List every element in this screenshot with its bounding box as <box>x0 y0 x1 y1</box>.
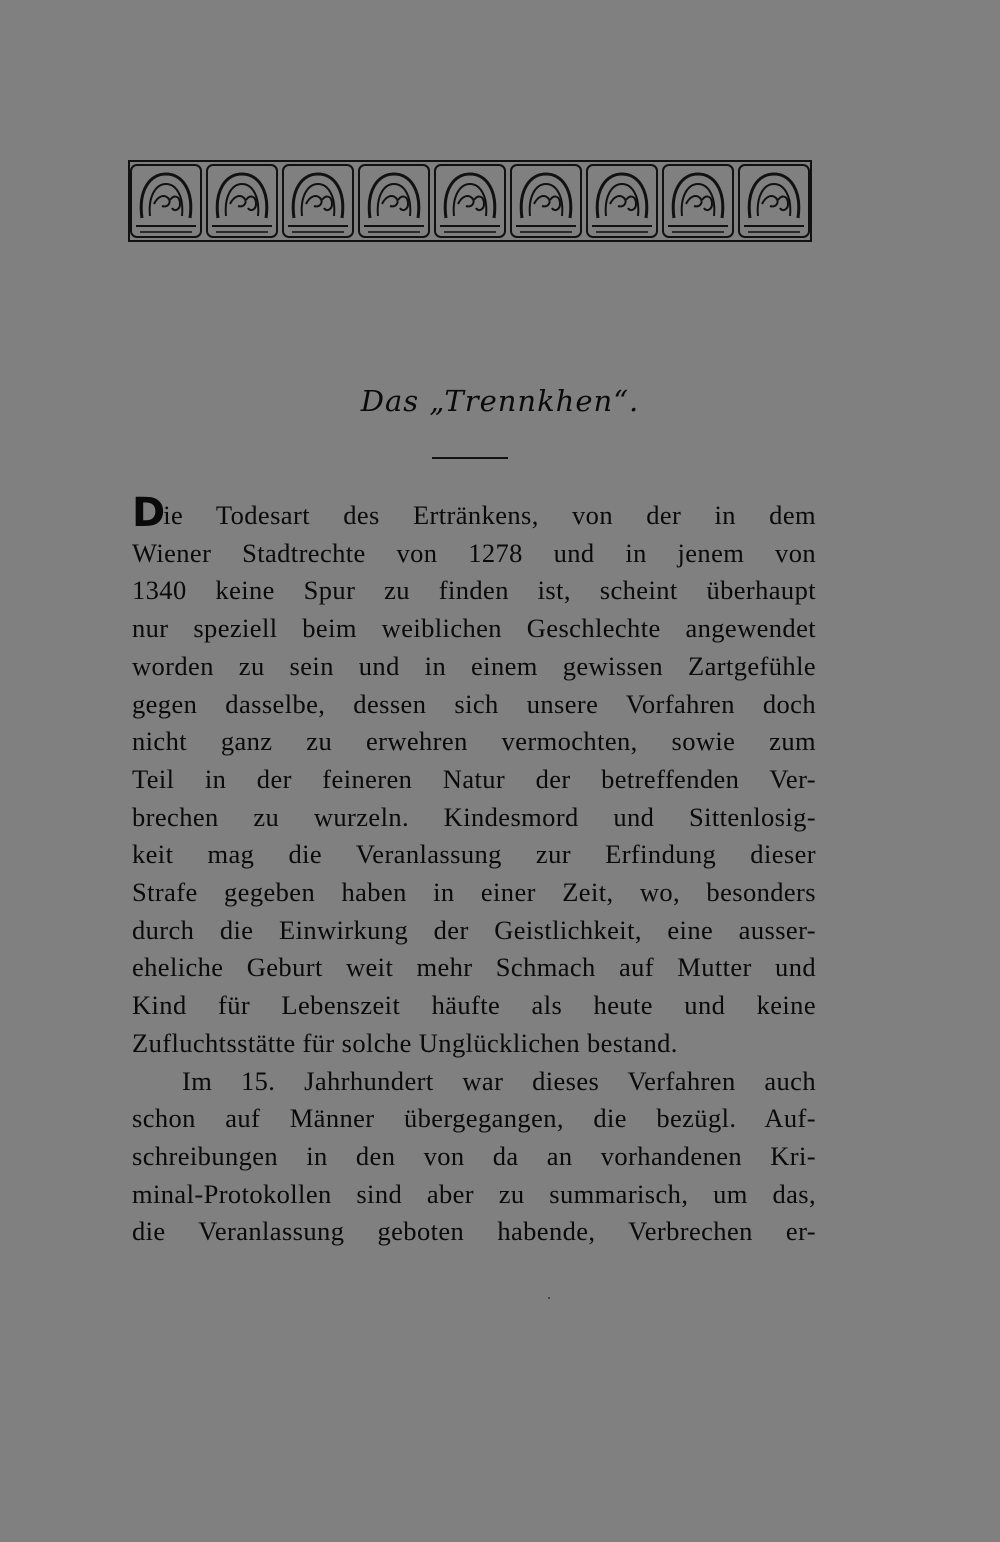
ornament-motif <box>739 165 809 237</box>
text-line: minal-Protokollen sind aber zu summarisch, um das, <box>132 1178 816 1209</box>
heading-divider <box>432 457 508 459</box>
text-line: nicht ganz zu erwehren vermochten, sowie zum <box>132 726 816 757</box>
text-line: Kind für Lebenszeit häufte als heute und keine <box>132 990 816 1021</box>
ornament-motif <box>587 165 657 237</box>
ornament-motif <box>435 165 505 237</box>
text-line: keit mag die Veranlassung zur Erfindung dieser <box>132 839 816 870</box>
text-line: schon auf Männer übergegangen, die bezügl. Auf- <box>132 1103 816 1134</box>
ornament-motif <box>207 165 277 237</box>
text-line: Teil in der feineren Natur der betreffenden Ver- <box>132 763 816 794</box>
ornament-motif <box>511 165 581 237</box>
text-line: Zufluchtsstätte für solche Unglücklichen bestand. <box>132 1027 678 1058</box>
ornament-motif <box>359 165 429 237</box>
drop-cap: D <box>132 490 164 536</box>
text-line: gegen dasselbe, dessen sich unsere Vorfahren doch <box>132 688 816 719</box>
text-line: schreibungen in den von da an vorhandenen Kri- <box>132 1140 816 1171</box>
text-line: Im 15. Jahrhundert war dieses Verfahren auch <box>182 1065 816 1096</box>
text-line: nur speziell beim weiblichen Geschlechte angewendet <box>132 613 816 644</box>
text-line: die Veranlassung geboten habende, Verbrechen er- <box>132 1216 816 1247</box>
text-line: worden zu sein und in einem gewissen Zartgefühle <box>132 650 816 681</box>
text-line: Wiener Stadtrechte von 1278 und in jenem von <box>132 537 816 568</box>
paper-speck <box>548 1297 550 1299</box>
text-line: eheliche Geburt weit mehr Schmach auf Mutter und <box>132 952 816 983</box>
ornament-motif <box>283 165 353 237</box>
ornament-motif <box>663 165 733 237</box>
text-line: durch die Einwirkung der Geistlichkeit, eine ausser- <box>132 914 816 945</box>
paragraph-1 <box>132 490 816 1063</box>
ornament-motif <box>131 165 201 237</box>
text-line: Strafe gegeben haben in einer Zeit, wo, besonders <box>132 877 816 908</box>
paragraph-2 <box>132 1063 816 1252</box>
ornamental-header-band <box>128 160 812 242</box>
text-line: Die Todesart des Ertränkens, von der in dem <box>132 490 816 536</box>
body-text <box>132 490 816 1251</box>
chapter-heading: Das „Trennkhen“. <box>360 384 640 418</box>
text-line: brechen zu wurzeln. Kindesmord und Sittenlosig- <box>132 801 816 832</box>
text-line: 1340 keine Spur zu finden ist, scheint überhaupt <box>132 575 816 606</box>
